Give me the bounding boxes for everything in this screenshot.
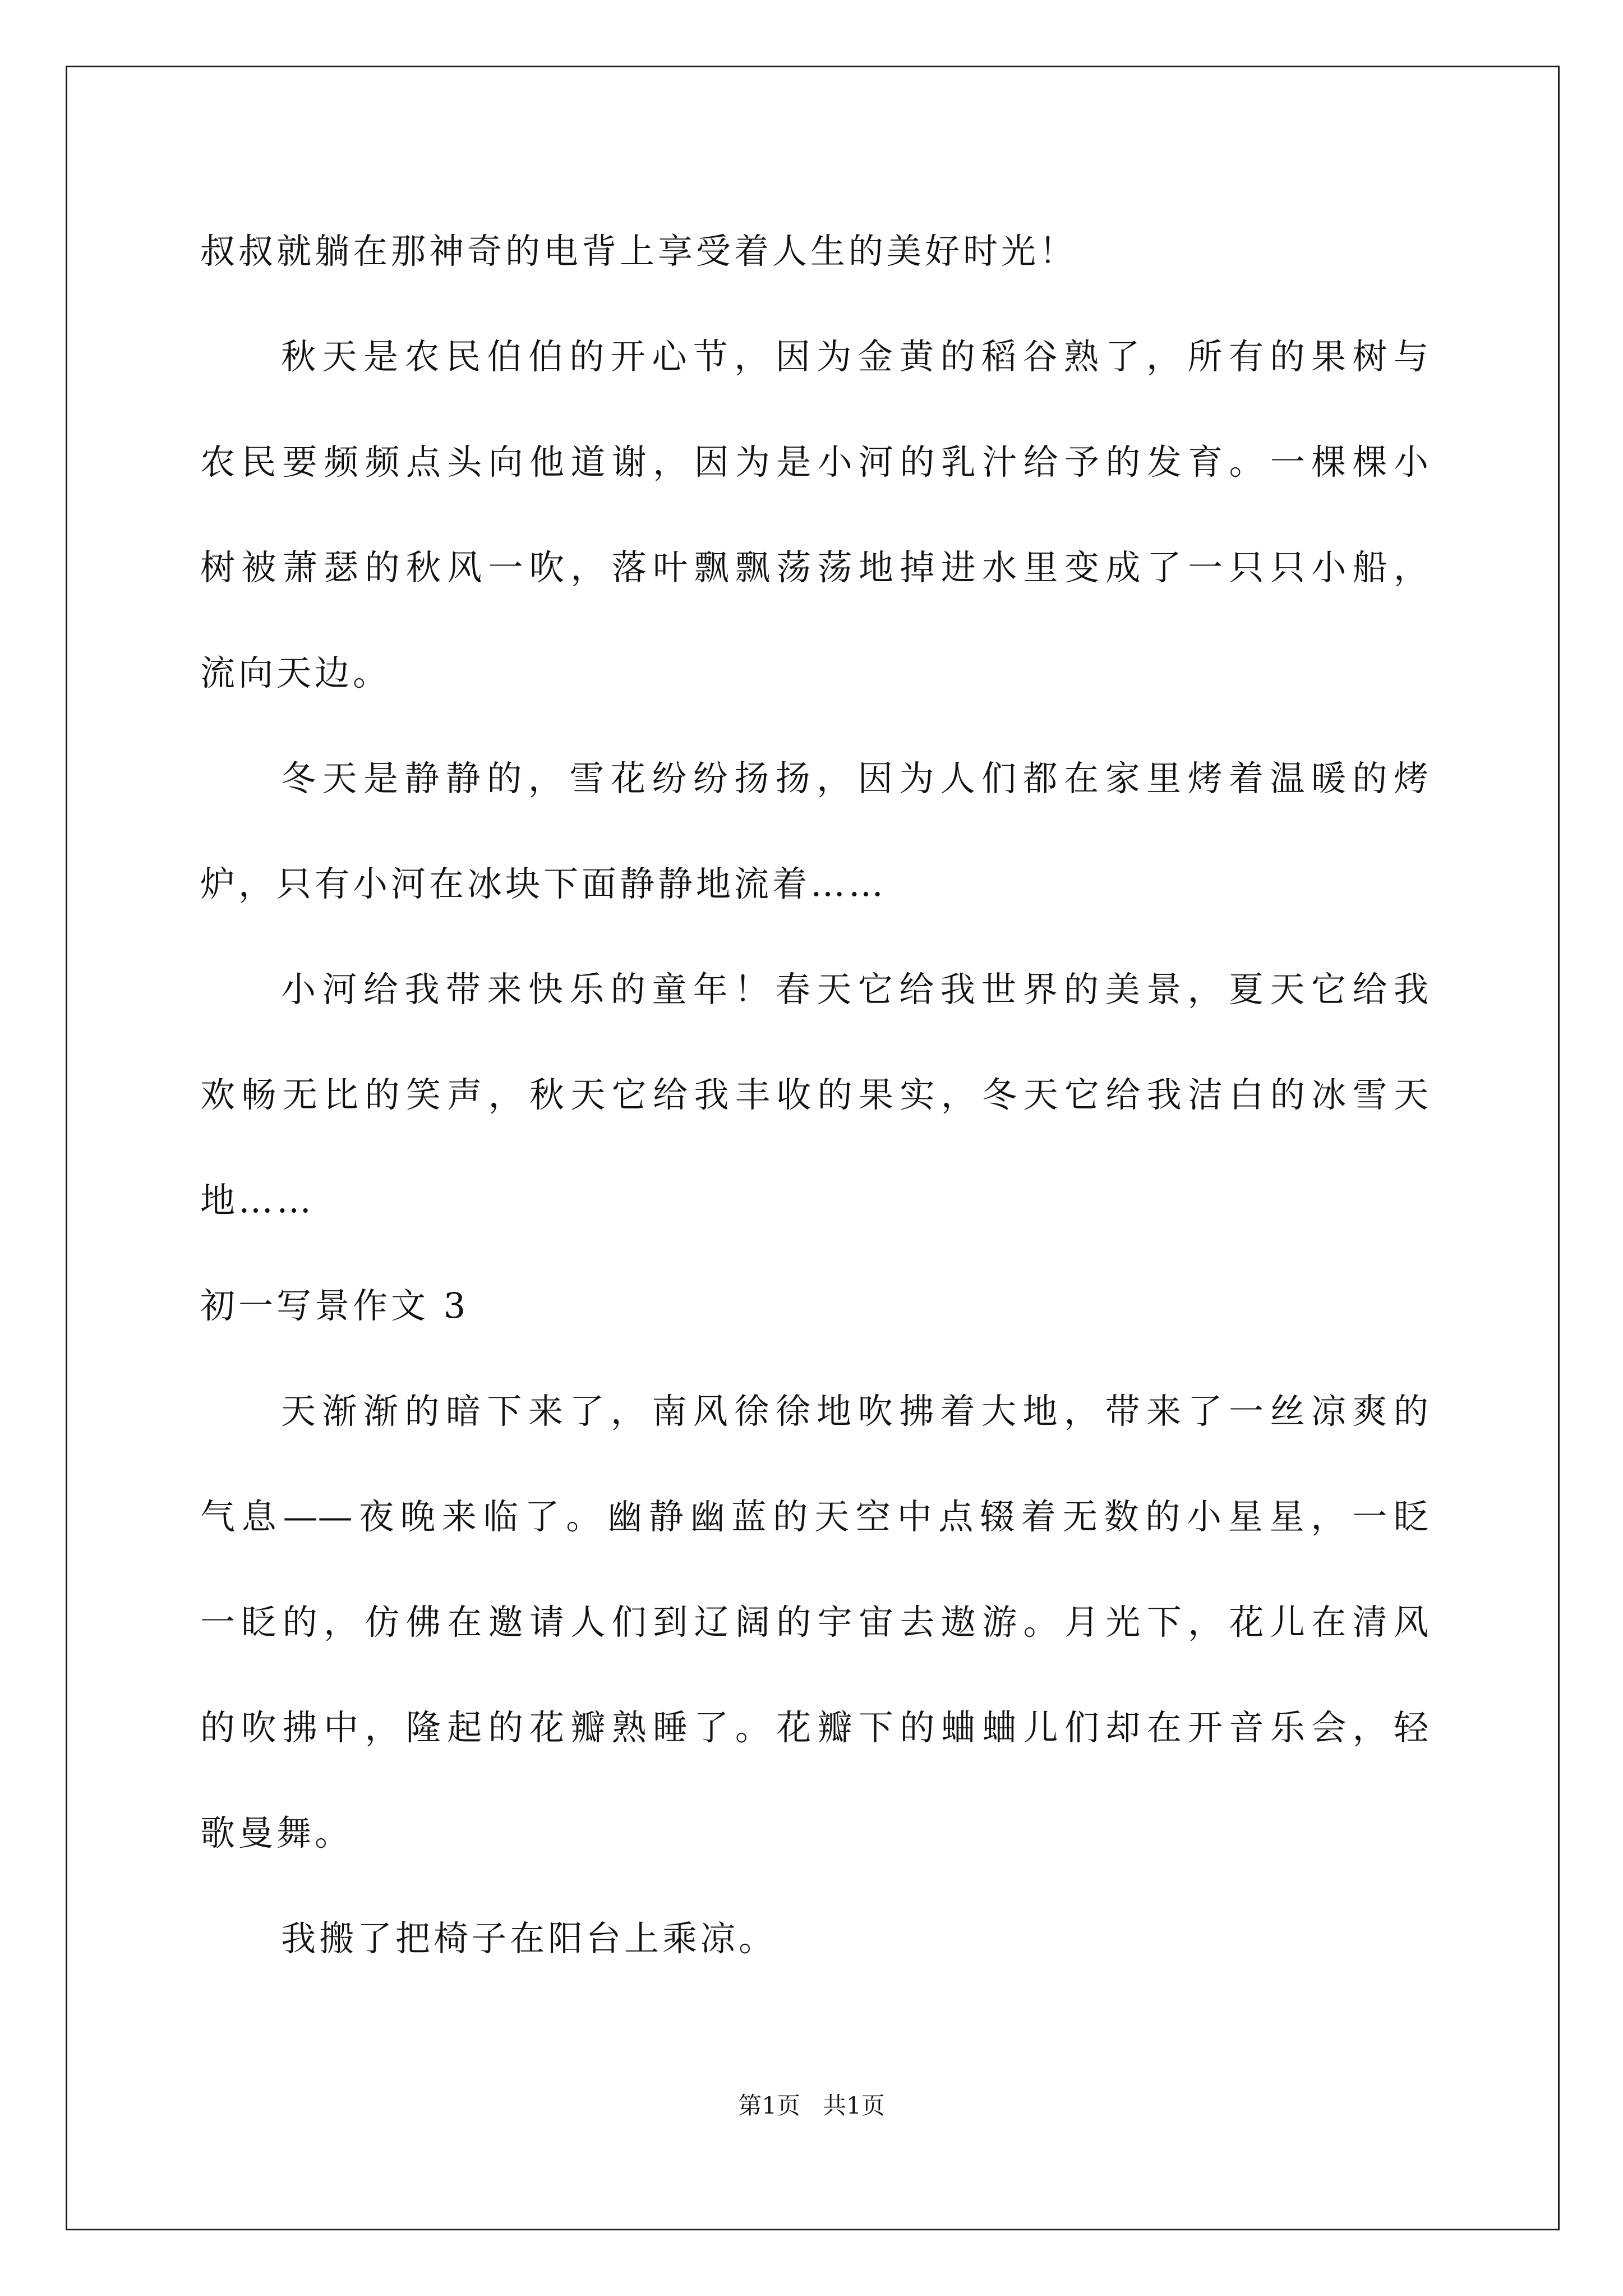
section-heading: 初一写景作文 3 [200,1285,469,1326]
text-line: 叔叔就躺在那神奇的电背上享受着人生的美好时光！ [200,231,1078,272]
text-line: 气息——夜晚来临了。幽静幽蓝的天空中点辍着无数的小星星，一眨 [200,1496,1428,1537]
paragraph-first-line: 我搬了把椅子在阳台上乘凉。 [281,1918,777,1959]
text-line: 歌曼舞。 [200,1812,353,1853]
text-line: 一眨的，仿佛在邀请人们到辽阔的宇宙去遨游。月光下，花儿在清风 [200,1602,1428,1642]
text-line: 的吹拂中，隆起的花瓣熟睡了。花瓣下的蛐蛐儿们却在开音乐会，轻 [200,1707,1428,1748]
paragraph-first-line: 小河给我带来快乐的童年！春天它给我世界的美景，夏天它给我 [281,969,1428,1010]
page-number-footer: 第1页 共1页 [738,2092,885,2119]
text-line: 欢畅无比的笑声，秋天它给我丰收的果实，冬天它给我洁白的冰雪天 [200,1074,1428,1115]
text-line: 地…… [200,1180,315,1221]
text-line: 炉，只有小河在冰块下面静静地流着…… [200,863,887,904]
text-line: 农民要频频点头向他道谢，因为是小河的乳汁给予的发育。一棵棵小 [200,441,1428,482]
paragraph-first-line: 天渐渐的暗下来了，南风徐徐地吹拂着大地，带来了一丝凉爽的 [281,1391,1428,1432]
paragraph-first-line: 冬天是静静的，雪花纷纷扬扬，因为人们都在家里烤着温暖的烤 [281,758,1428,799]
text-line: 树被萧瑟的秋风一吹，落叶飘飘荡荡地掉进水里变成了一只只小船， [200,547,1428,588]
text-line: 流向天边。 [200,652,391,693]
paragraph-first-line: 秋天是农民伯伯的开心节，因为金黄的稻谷熟了，所有的果树与 [281,336,1428,377]
page-border [66,66,1560,2230]
